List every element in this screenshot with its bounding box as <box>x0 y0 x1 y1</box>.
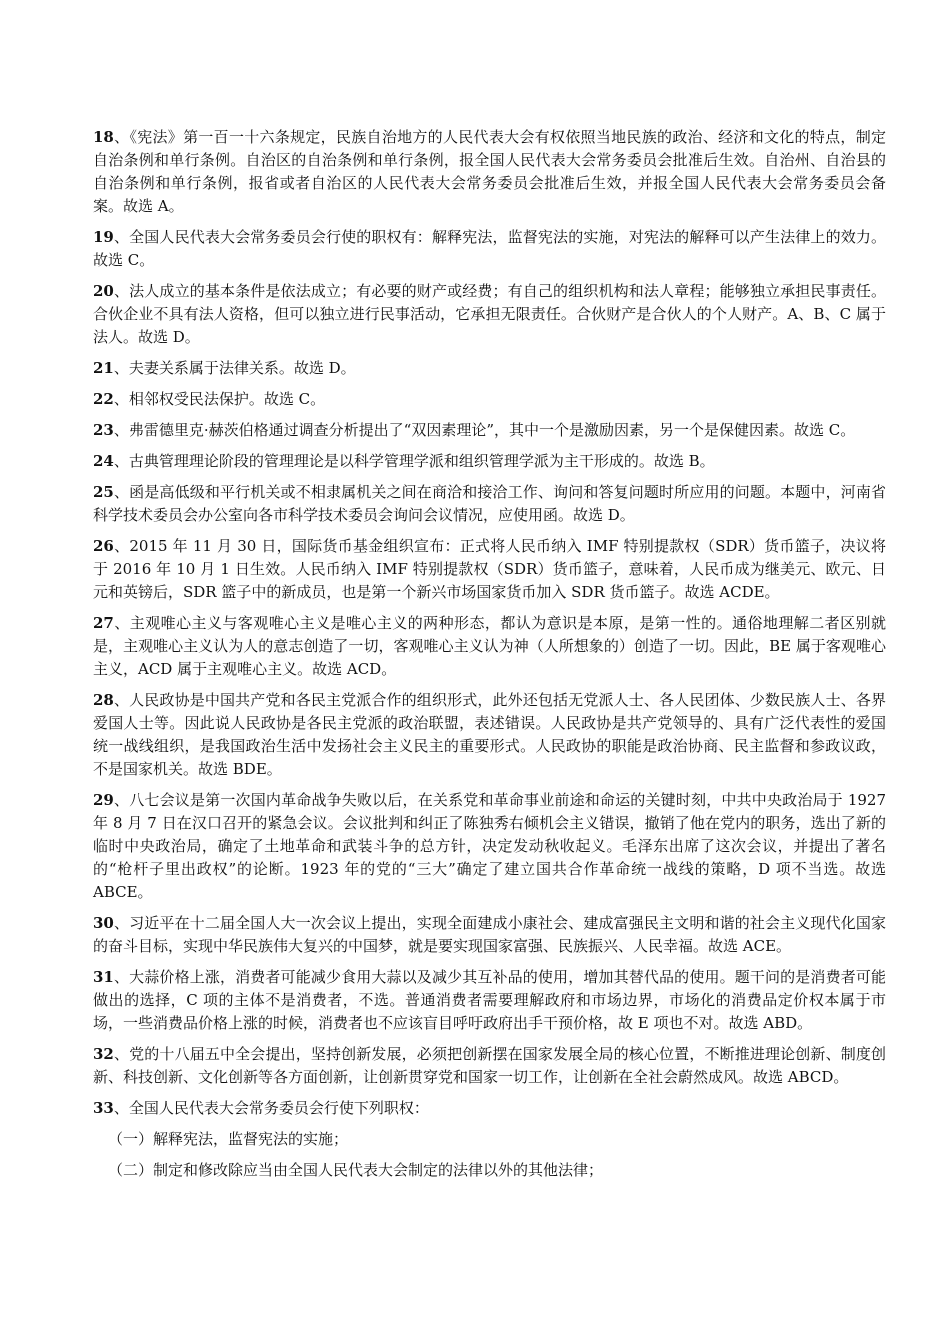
answer-item-32 <box>93 1043 886 1089</box>
item-number: 29 <box>93 791 114 809</box>
answer-item-20 <box>93 280 886 349</box>
answer-item-23 <box>93 419 886 442</box>
item-text: 、主观唯心主义与客观唯心主义是唯心主义的两种形态，都认为意识是本原，是第一性的。通俗地理解二者区别就是，主观唯心主义认为人的意志创造了一切，客观唯心主义认为神（人所想象的）创造了一切。因此，BE 属于客观唯心主义，ACD 属于主观唯心主义。故选 ACD。 <box>93 614 886 678</box>
item-number: 26 <box>93 537 114 555</box>
item-text: 、《宪法》第一百一十六条规定，民族自治地方的人民代表大会有权依照当地民族的政治、经济和文化的特点，制定自治条例和单行条例。自治区的自治条例和单行条例，报全国人民代表大会常务委员会批准后生效。自治州、自治县的自治条例和单行条例，报省或者自治区的人民代表大会常务委员会批准后生效，并报全国人民代表大会常务委员会备案。故选 A。 <box>93 128 886 215</box>
item-text: 、党的十八届五中全会提出，坚持创新发展，必须把创新摆在国家发展全局的核心位置，不断推进理论创新、制度创新、科技创新、文化创新等各方面创新，让创新贯穿党和国家一切工作，让创新在全社会蔚然成风。故选 ABCD。 <box>93 1045 886 1086</box>
answer-explanations <box>93 126 886 1190</box>
item-text: 、函是高低级和平行机关或不相隶属机关之间在商洽和接洽工作、询问和答复问题时所应用的问题。本题中，河南省科学技术委员会办公室向各市科学技术委员会询问会议情况，应使用函。故选 D。 <box>93 483 886 524</box>
item-text: 、人民政协是中国共产党和各民主党派合作的组织形式，此外还包括无党派人士、各人民团体、少数民族人士、各界爱国人士等。因此说人民政协是各民主党派的政治联盟，表述错误。人民政协是共产党领导的、具有广泛代表性的爱国统一战线组织，是我国政治生活中发扬社会主义民主的重要形式。人民政协的职能是政治协商、民主监督和参政议政，不是国家机关。故选 BDE。 <box>93 691 886 778</box>
answer-item-31 <box>93 966 886 1035</box>
item-text: 、相邻权受民法保护。故选 C。 <box>113 390 326 408</box>
answer-item-19 <box>93 226 886 272</box>
item-number: 23 <box>93 421 114 439</box>
answer-item-27 <box>93 612 886 681</box>
item-number: 28 <box>93 691 114 709</box>
item-text: 、弗雷德里克·赫茨伯格通过调查分析提出了“双因素理论”，其中一个是激励因素，另一个是保健因素。故选 C。 <box>113 421 856 439</box>
answer-item-25 <box>93 481 886 527</box>
item-number: 33 <box>93 1099 114 1117</box>
item-number: 24 <box>93 452 114 470</box>
answer-item-29 <box>93 789 886 904</box>
answer-item-33 <box>93 1097 886 1120</box>
answer-item-26 <box>93 535 886 604</box>
item-text: 、大蒜价格上涨，消费者可能减少食用大蒜以及减少其互补品的使用，增加其替代品的使用。题干问的是消费者可能做出的选择，C 项的主体不是消费者，不选。普通消费者需要理解政府和市场边界，市场化的消费品定价权本属于市场，一些消费品价格上涨的时候，消费者也不应该盲目呼吁政府出手干预价格，故 E 项也不对。故选 ABD。 <box>93 968 886 1032</box>
item-text: 、古典管理理论阶段的管理理论是以科学管理学派和组织管理学派为主干形成的。故选 B。 <box>113 452 715 470</box>
item-text: 、2015 年 11 月 30 日，国际货币基金组织宣布：正式将人民币纳入 IMF 特别提款权（SDR）货币篮子，决议将于 2016 年 10 月 1 日生效。人民币纳入 IMF 特别提款权（SDR）货币篮子，意味着，人民币成为继美元、欧元、日元和英镑后，SDR 篮子中的新成员，也是第一个新兴市场国家货币加入 SDR 货币篮子。故选 ACDE。 <box>93 537 886 601</box>
answer-item-21 <box>93 357 886 380</box>
item-number: 18 <box>93 128 114 146</box>
item-number: 20 <box>93 282 114 300</box>
item-text: 、法人成立的基本条件是依法成立；有必要的财产或经费；有自己的组织机构和法人章程；能够独立承担民事责任。合伙企业不具有法人资格，但可以独立进行民事活动，它承担无限责任。合伙财产是合伙人的个人财产。A、B、C 属于法人。故选 D。 <box>93 282 886 346</box>
sub-item-2: （二）制定和修改除应当由全国人民代表大会制定的法律以外的其他法律； <box>108 1161 604 1179</box>
item-number: 32 <box>93 1045 114 1063</box>
sub-item-1: （一）解释宪法，监督宪法的实施； <box>108 1130 349 1148</box>
item-number: 22 <box>93 390 114 408</box>
item-text: 、全国人民代表大会常务委员会行使下列职权： <box>113 1099 429 1117</box>
item-text: 、八七会议是第一次国内革命战争失败以后，在关系党和革命事业前途和命运的关键时刻，中共中央政治局于 1927 年 8 月 7 日在汉口召开的紧急会议。会议批判和纠正了陈独秀右倾机会主义错误，撤销了他在党内的职务，选出了新的临时中央政治局，确定了土地革命和武装斗争的总方针，决定发动秋收起义。毛泽东出席了这次会议，并提出了著名的“枪杆子里出政权”的论断。1923 年的党的“三大”确定了建立国共合作革命统一战线的策略，D 项不当选。故选 ABCE。 <box>93 791 886 901</box>
item-number: 27 <box>93 614 114 632</box>
answer-item-22 <box>93 388 886 411</box>
answer-item-30 <box>93 912 886 958</box>
item-number: 21 <box>93 359 114 377</box>
answer-item-28 <box>93 689 886 781</box>
item-text: 、习近平在十二届全国人大一次会议上提出，实现全面建成小康社会、建成富强民主文明和谐的社会主义现代化国家的奋斗目标，实现中华民族伟大复兴的中国梦，就是要实现国家富强、民族振兴、人民幸福。故选 ACE。 <box>93 914 886 955</box>
item-text: 、全国人民代表大会常务委员会行使的职权有：解释宪法，监督宪法的实施，对宪法的解释可以产生法律上的效力。故选 C。 <box>93 228 886 269</box>
item-number: 30 <box>93 914 114 932</box>
answer-item-18 <box>93 126 886 218</box>
item-number: 31 <box>93 968 114 986</box>
item-number: 19 <box>93 228 114 246</box>
answer-item-24 <box>93 450 886 473</box>
item-number: 25 <box>93 483 114 501</box>
item-text: 、夫妻关系属于法律关系。故选 D。 <box>113 359 356 377</box>
